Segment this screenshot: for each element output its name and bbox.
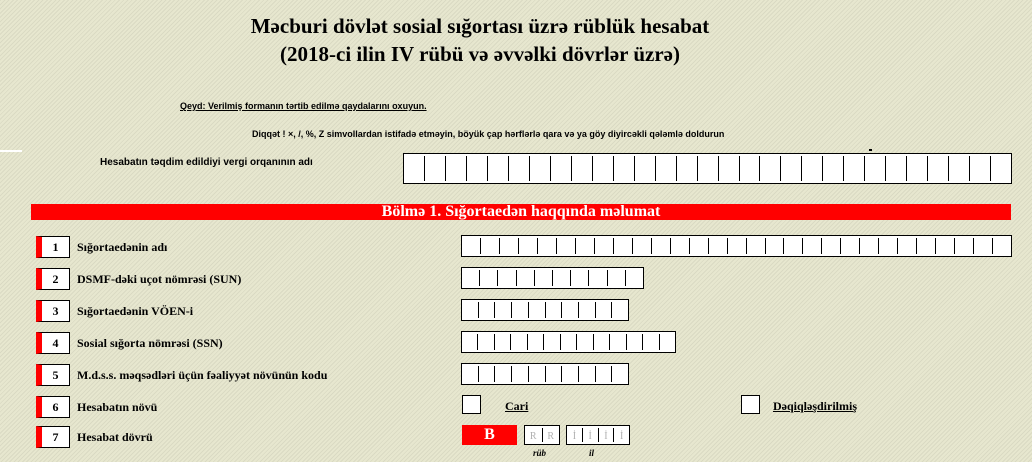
char-cell[interactable] (480, 238, 499, 254)
char-cell[interactable] (424, 156, 445, 181)
char-cell[interactable] (611, 302, 628, 318)
row-number-6: 6 (36, 396, 70, 418)
char-cell[interactable] (655, 156, 676, 181)
char-cell[interactable] (822, 156, 843, 181)
char-cell[interactable] (878, 238, 897, 254)
char-cell[interactable] (561, 302, 578, 318)
char-cell[interactable] (494, 366, 511, 382)
char-cell[interactable] (552, 270, 570, 286)
char-cell[interactable] (613, 156, 634, 181)
char-cell[interactable] (969, 156, 990, 181)
insurer-name-label: Sığortaedənin adı (77, 240, 168, 254)
char-cell[interactable] (613, 238, 632, 254)
char-cell[interactable] (550, 156, 571, 181)
char-cell[interactable] (570, 270, 588, 286)
year-digit: İ (582, 428, 598, 442)
char-cell[interactable] (718, 156, 739, 181)
char-cell[interactable] (801, 156, 822, 181)
char-cell[interactable] (708, 238, 727, 254)
char-cell[interactable] (508, 156, 529, 181)
char-cell[interactable] (487, 156, 508, 181)
char-cell[interactable] (529, 156, 550, 181)
char-cell[interactable] (697, 156, 718, 181)
char-cell[interactable] (626, 334, 642, 350)
quarter-input[interactable] (524, 425, 560, 445)
char-cell[interactable] (462, 366, 478, 382)
char-cell[interactable] (576, 334, 592, 350)
char-cell[interactable] (783, 238, 802, 254)
char-cell[interactable] (478, 302, 495, 318)
char-cell[interactable] (462, 334, 477, 350)
char-cell[interactable] (462, 270, 479, 286)
char-cell[interactable] (625, 270, 643, 286)
char-cell[interactable] (527, 334, 543, 350)
current-checkbox[interactable] (462, 395, 481, 414)
char-cell[interactable] (906, 156, 927, 181)
corrected-checkbox[interactable] (741, 395, 760, 414)
char-cell[interactable] (497, 270, 515, 286)
char-cell[interactable] (642, 334, 658, 350)
char-cell[interactable] (575, 238, 594, 254)
year-caption: il (589, 448, 595, 458)
sun-label: DSMF-dəki uçot nömrəsi (SUN) (77, 272, 242, 286)
char-cell[interactable] (973, 238, 992, 254)
ssn-input[interactable] (461, 331, 676, 353)
char-cell[interactable] (780, 156, 801, 181)
tick-mark (869, 149, 872, 151)
voen-label: Sığortaedənin VÖEN-i (77, 304, 194, 318)
rules-note: Qeyd: Verilmiş formanın tərtib edilmə qaydalarını oxuyun. (180, 101, 427, 111)
char-cell[interactable] (990, 156, 1011, 181)
char-cell[interactable] (840, 238, 859, 254)
row-number-3: 3 (36, 300, 70, 322)
char-cell[interactable] (802, 238, 821, 254)
char-cell[interactable] (556, 238, 575, 254)
activity-code-input[interactable] (461, 363, 629, 385)
char-cell[interactable] (765, 238, 784, 254)
char-cell[interactable] (670, 238, 689, 254)
page-subtitle: (2018-ci ilin IV rübü və əvvəlki dövrlər üzrə) (280, 42, 680, 66)
corrected-option-label[interactable]: Dəqiqləşdirilmiş (773, 399, 858, 413)
ssn-label: Sosial sığorta nömrəsi (SSN) (77, 336, 223, 350)
char-cell[interactable] (595, 302, 612, 318)
char-cell[interactable] (651, 238, 670, 254)
char-cell[interactable] (494, 334, 510, 350)
quarter-digit: R (529, 431, 537, 442)
quarter-digit: R (542, 428, 560, 442)
char-cell[interactable] (843, 156, 864, 181)
char-cell[interactable] (537, 238, 556, 254)
voen-input[interactable] (461, 299, 629, 321)
insurer-name-input[interactable] (461, 235, 1012, 257)
char-cell[interactable] (588, 270, 606, 286)
year-digit: İ (598, 428, 614, 442)
char-cell[interactable] (897, 238, 916, 254)
char-cell[interactable] (609, 334, 625, 350)
quarter-caption: rüb (533, 448, 547, 458)
char-cell[interactable] (864, 156, 885, 181)
row-number-4: 4 (36, 332, 70, 354)
char-cell[interactable] (935, 238, 954, 254)
char-cell[interactable] (885, 156, 906, 181)
row-number-1: 1 (36, 236, 70, 258)
report-type-label: Hesabatın növü (77, 400, 158, 414)
char-cell[interactable] (528, 366, 545, 382)
tax-office-label: Hesabatın təqdim edildiyi vergi orqanının adı (100, 157, 313, 168)
margin-marker (0, 150, 22, 152)
char-cell[interactable] (992, 238, 1011, 254)
year-digit: İ (613, 428, 629, 442)
char-cell[interactable] (528, 302, 545, 318)
char-cell[interactable] (592, 156, 613, 181)
current-option-label[interactable]: Cari (505, 399, 529, 413)
char-cell[interactable] (462, 302, 478, 318)
row-number-2: 2 (36, 268, 70, 290)
char-cell[interactable] (499, 238, 518, 254)
char-cell[interactable] (739, 156, 760, 181)
char-cell[interactable] (466, 156, 487, 181)
char-cell[interactable] (560, 334, 576, 350)
char-cell[interactable] (511, 366, 528, 382)
activity-code-label: M.d.s.s. məqsədləri üçün fəaliyyət növünün kodu (77, 368, 328, 382)
char-cell[interactable] (689, 238, 708, 254)
char-cell[interactable] (445, 156, 466, 181)
char-cell[interactable] (545, 302, 562, 318)
instruction-note: Diqqət ! ×, /, %, Z simvollardan istifadə etməyin, böyük çap hərflərlə qara və ya göy diyircəkli qələmlə doldurun (252, 129, 725, 139)
char-cell[interactable] (518, 238, 537, 254)
char-cell[interactable] (634, 156, 655, 181)
year-digit: İ (572, 431, 577, 442)
char-cell[interactable] (477, 334, 493, 350)
char-cell[interactable] (607, 270, 625, 286)
period-letter-badge: B (462, 425, 517, 445)
char-cell[interactable] (516, 270, 534, 286)
report-period-label: Hesabat dövrü (77, 430, 153, 444)
char-cell[interactable] (727, 238, 746, 254)
char-cell[interactable] (543, 334, 559, 350)
sun-input[interactable] (461, 267, 644, 289)
char-cell[interactable] (676, 156, 697, 181)
row-number-7: 7 (36, 426, 70, 448)
char-cell[interactable] (594, 238, 613, 254)
char-cell[interactable] (632, 238, 651, 254)
char-cell[interactable] (578, 366, 595, 382)
char-cell[interactable] (927, 156, 948, 181)
char-cell[interactable] (462, 238, 480, 254)
char-cell[interactable] (595, 366, 612, 382)
char-cell[interactable] (578, 302, 595, 318)
section-1-header: Bölmə 1. Sığortaedən haqqında məlumat (31, 204, 1011, 220)
char-cell[interactable] (948, 156, 969, 181)
char-cell[interactable] (916, 238, 935, 254)
char-cell[interactable] (494, 302, 511, 318)
char-cell[interactable] (478, 366, 495, 382)
char-cell[interactable] (954, 238, 973, 254)
char-cell[interactable] (593, 334, 609, 350)
char-cell[interactable] (561, 366, 578, 382)
char-cell[interactable] (510, 334, 526, 350)
char-cell[interactable] (571, 156, 592, 181)
char-cell[interactable] (746, 238, 765, 254)
tax-office-input[interactable] (403, 153, 1012, 184)
char-cell[interactable] (759, 156, 780, 181)
char-cell[interactable] (404, 156, 424, 181)
char-cell[interactable] (534, 270, 552, 286)
row-number-5: 5 (36, 364, 70, 386)
year-input[interactable] (566, 425, 630, 445)
page-title: Məcburi dövlət sosial sığortası üzrə rüblük hesabat (250, 14, 710, 38)
char-cell[interactable] (659, 334, 675, 350)
char-cell[interactable] (821, 238, 840, 254)
char-cell[interactable] (479, 270, 497, 286)
char-cell[interactable] (545, 366, 562, 382)
char-cell[interactable] (511, 302, 528, 318)
char-cell[interactable] (611, 366, 628, 382)
char-cell[interactable] (859, 238, 878, 254)
